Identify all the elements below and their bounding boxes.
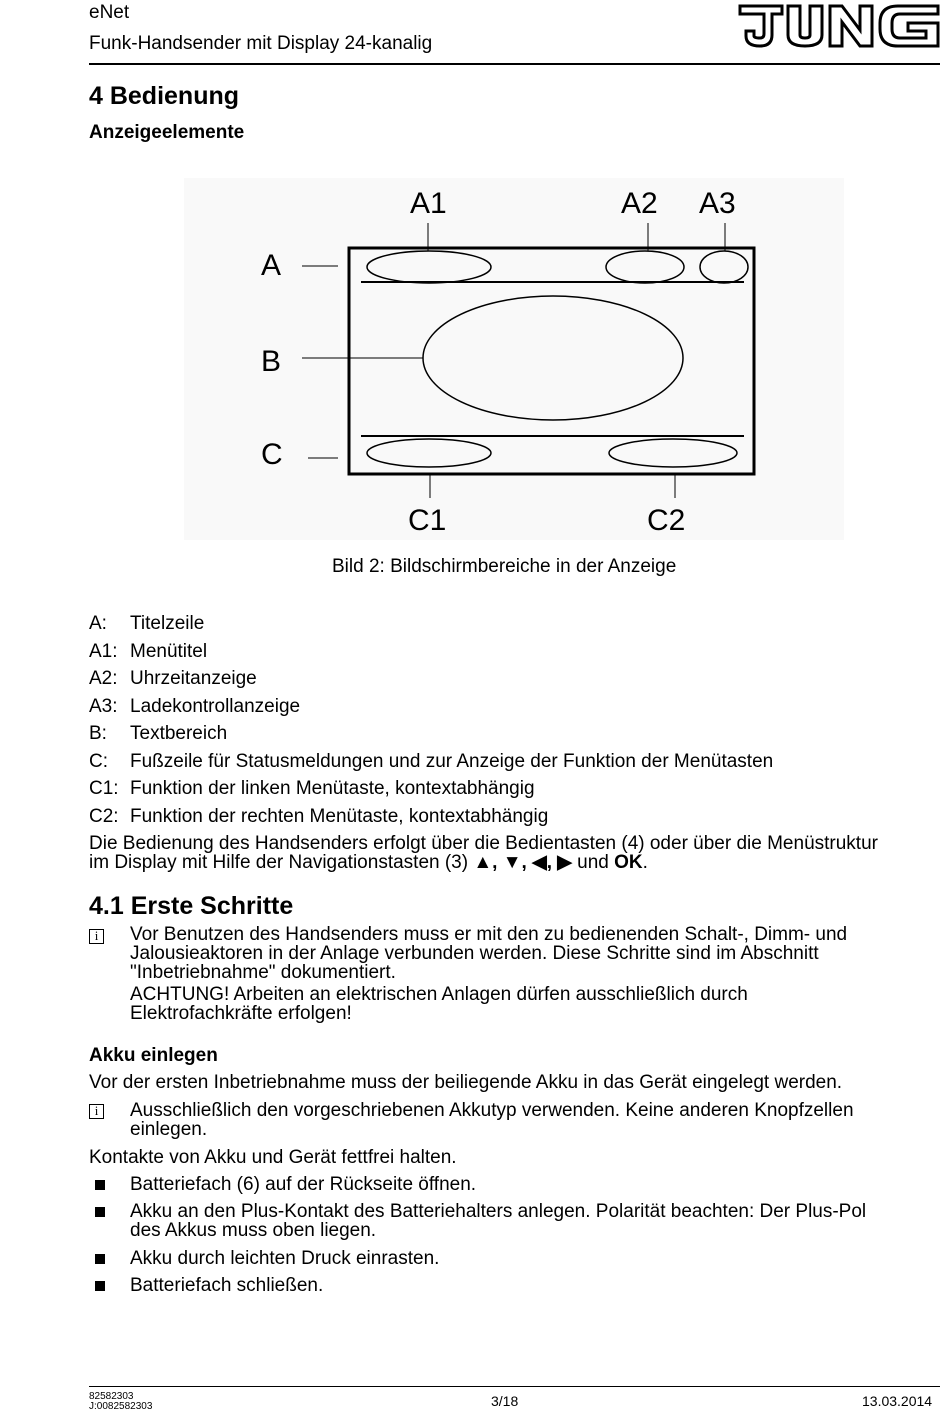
info-note-setup	[130, 925, 847, 1023]
step-line: Batteriefach schließen.	[130, 1275, 324, 1296]
label-c: C	[261, 438, 283, 471]
step-line: Akku an den Plus-Kontakt des Batteriehalters anlegen. Polarität beachten: Der Plus-Pol	[130, 1201, 867, 1222]
document-title: Funk-Handsender mit Display 24-kanalig	[89, 33, 433, 54]
label-a1: A1	[410, 187, 447, 220]
step-item	[130, 1202, 866, 1240]
doc-number: 82582303	[89, 1391, 134, 1402]
legend-key: C1:	[89, 778, 119, 799]
subheading-display-elements: Anzeigeelemente	[89, 122, 245, 143]
step-item	[130, 1249, 439, 1268]
operation-text: im Display mit Hilfe der Navigationstasten (3)	[89, 852, 474, 873]
info-line: Vor Benutzen des Handsenders muss er mit den zu bedienenden Schalt-, Dimm- und	[130, 924, 848, 945]
legend-text: Fußzeile für Statusmeldungen und zur Anzeige der Funktion der Menütasten	[130, 750, 774, 772]
header-divider	[89, 63, 940, 65]
legend-text: Menütitel	[130, 640, 208, 662]
subheading-insert-battery: Akku einlegen	[89, 1045, 218, 1066]
legend-key: C2:	[89, 805, 119, 827]
section-title: 4 Bedienung	[89, 82, 240, 110]
label-a: A	[261, 249, 282, 282]
legend-item	[89, 722, 773, 750]
ok-key: OK	[614, 852, 643, 873]
label-a3: A3	[699, 187, 736, 220]
legend-key: A1:	[89, 640, 118, 662]
info-line: Elektrofachkräfte erfolgen!	[130, 1003, 352, 1024]
info-line: einlegen.	[130, 1119, 208, 1140]
product-line: eNet	[89, 2, 130, 23]
info-line: "Inbetriebnahme" dokumentiert.	[130, 962, 396, 983]
legend-key: A:	[89, 613, 107, 634]
label-c2: C2	[647, 504, 686, 537]
legend-text: Textbereich	[130, 723, 228, 744]
step-item	[130, 1175, 476, 1194]
step-line: Akku durch leichten Druck einrasten.	[130, 1248, 440, 1269]
bullet	[95, 1207, 105, 1217]
battery-intro: Vor der ersten Inbetriebnahme muss der beiliegende Akku in das Gerät eingelegt werden.	[89, 1072, 843, 1093]
footer-divider	[89, 1386, 940, 1387]
legend-key: A2:	[89, 668, 118, 689]
bullet	[95, 1281, 105, 1291]
legend-key: C:	[89, 750, 108, 772]
step-line: Batteriefach (6) auf der Rückseite öffnen.	[130, 1174, 477, 1195]
label-a2: A2	[621, 187, 658, 220]
figure-caption: Bild 2: Bildschirmbereiche in der Anzeige	[332, 556, 677, 577]
job-number: J:0082582303	[89, 1401, 153, 1412]
legend-key: B:	[89, 723, 107, 744]
info-line: ACHTUNG! Arbeiten an elektrischen Anlagen dürfen ausschließlich durch	[130, 984, 748, 1005]
navigation-keys: ▲, ▼, ◀, ▶	[473, 852, 572, 873]
step-item	[130, 1276, 323, 1295]
operation-text: .	[642, 852, 648, 873]
operation-paragraph	[89, 834, 878, 872]
step-line: des Akkus muss oben liegen.	[130, 1220, 377, 1241]
label-b: B	[261, 345, 282, 378]
legend-list	[89, 612, 773, 832]
display-areas-diagram	[184, 178, 844, 540]
legend-text: Titelzeile	[130, 613, 205, 634]
legend-item	[89, 750, 773, 778]
operation-line-1: Die Bedienung des Handsenders erfolgt über die Bedientasten (4) oder über die Menüstruktur	[89, 833, 878, 854]
operation-text: und	[571, 852, 615, 873]
section-title-first-steps: 4.1 Erste Schritte	[89, 892, 294, 920]
label-c1: C1	[408, 504, 447, 537]
legend-text: Funktion der rechten Menütaste, kontextabhängig	[130, 805, 549, 827]
legend-text: Funktion der linken Menütaste, kontextabhängig	[130, 778, 535, 799]
page-number: 3/18	[491, 1393, 519, 1409]
legend-item	[89, 612, 773, 640]
document-number	[89, 1392, 152, 1412]
contacts-note: Kontakte von Akku und Gerät fettfrei halten.	[89, 1147, 457, 1168]
jung-logo	[738, 3, 940, 49]
legend-text: Uhrzeitanzeige	[130, 668, 257, 689]
info-note-battery-type	[130, 1101, 854, 1139]
legend-key: A3:	[89, 695, 118, 717]
info-icon: i	[89, 929, 104, 944]
legend-item	[89, 695, 773, 723]
legend-item	[89, 805, 773, 833]
legend-item	[89, 667, 773, 695]
info-line: Ausschließlich den vorgeschriebenen Akkutyp verwenden. Keine anderen Knopfzellen	[130, 1100, 854, 1121]
bullet	[95, 1180, 105, 1190]
document-date: 13.03.2014	[862, 1393, 933, 1409]
bullet	[95, 1254, 105, 1264]
info-line: Jalousieaktoren in der Anlage verbunden werden. Diese Schritte sind im Abschnitt	[130, 943, 819, 964]
legend-text: Ladekontrollanzeige	[130, 695, 301, 717]
legend-item	[89, 640, 773, 668]
legend-item	[89, 777, 773, 805]
info-icon: i	[89, 1104, 104, 1119]
operation-line-2	[89, 853, 878, 872]
